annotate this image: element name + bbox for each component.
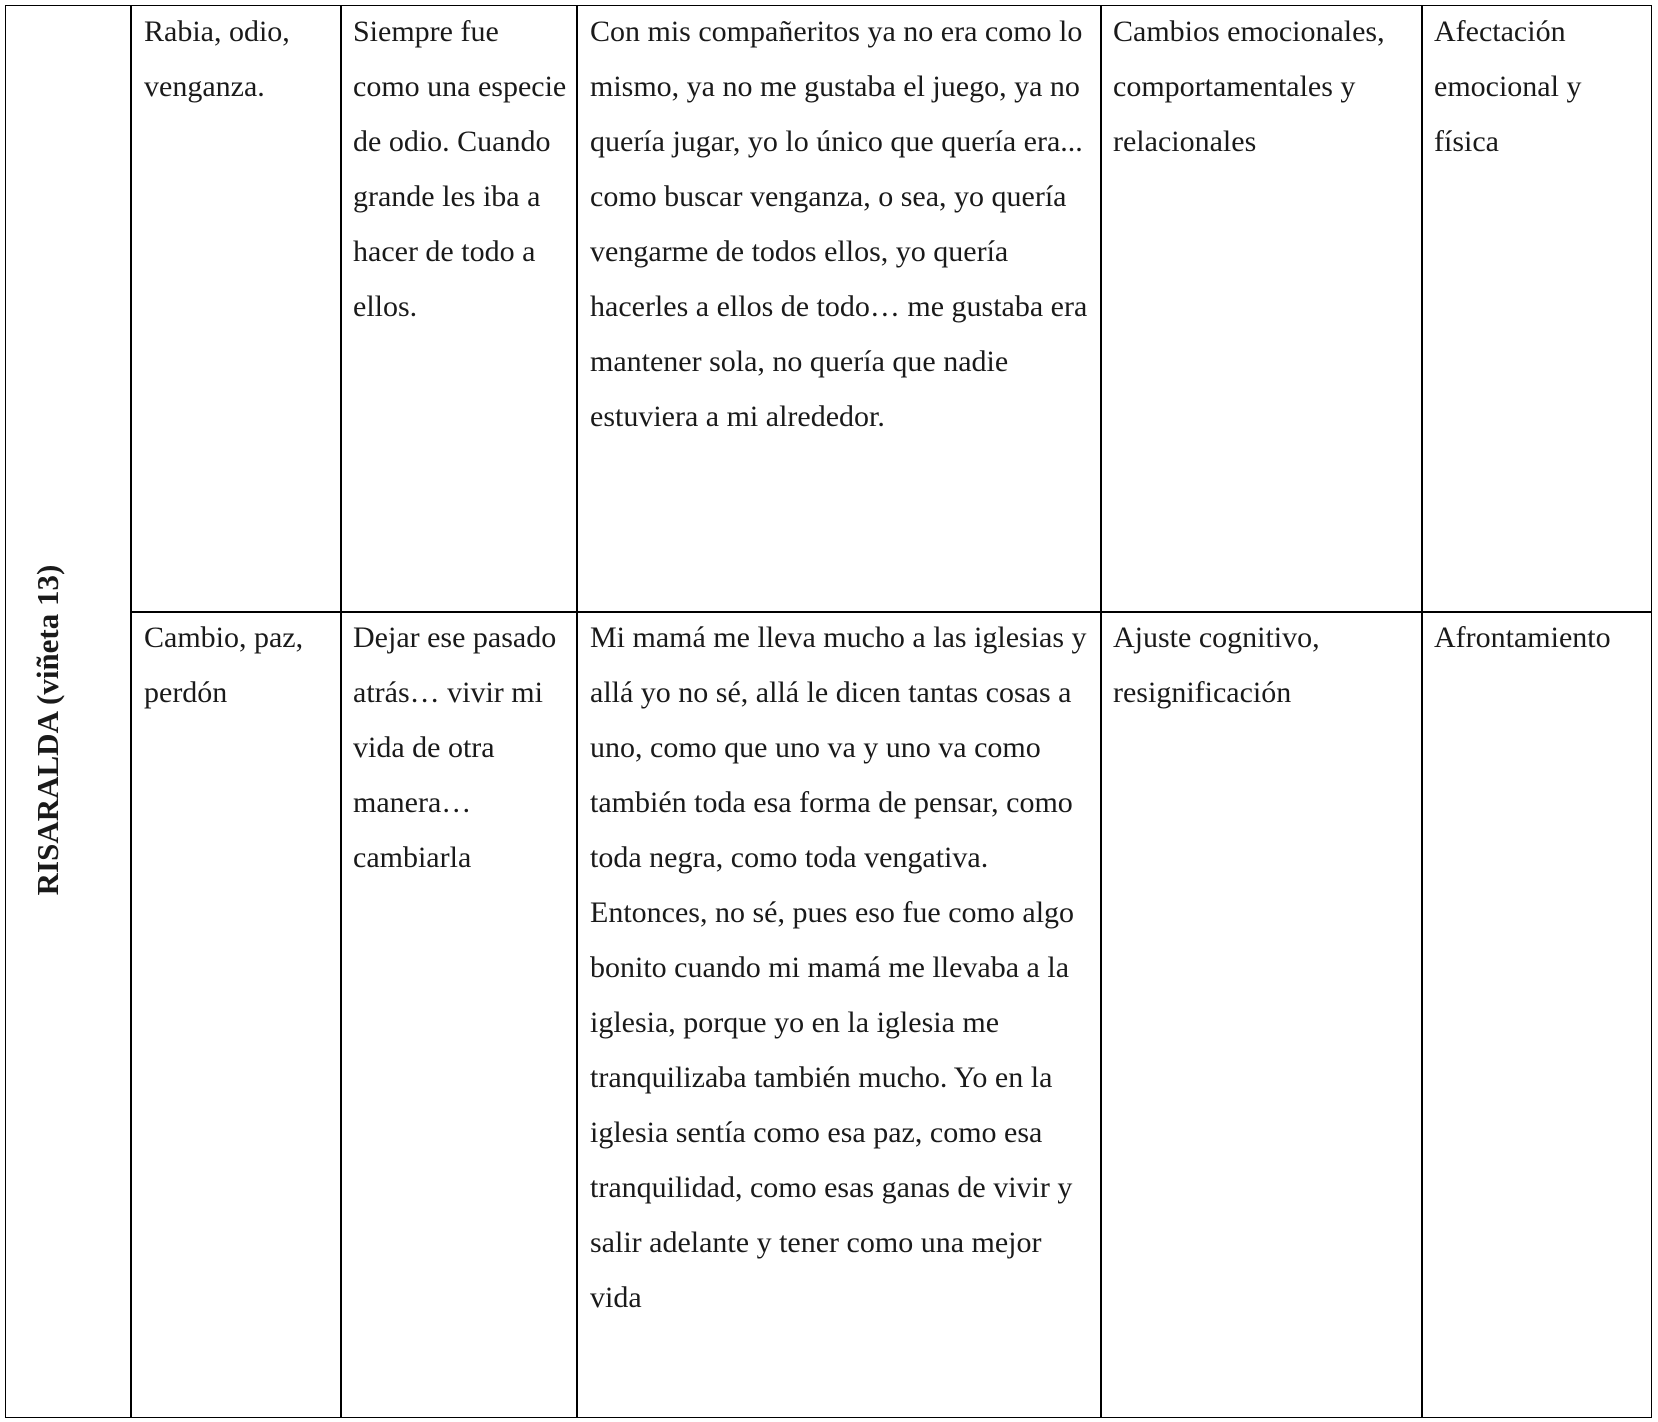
row2-emotion-cell	[144, 610, 336, 720]
row2-meaning-text: Dejar ese pasado atrás… vivir mi vida de otra manera… cambiarla	[353, 621, 557, 874]
row1-category-cell	[1113, 4, 1419, 169]
row2-effect-cell	[1434, 610, 1648, 665]
row1-meaning-cell	[353, 4, 575, 334]
region-label-text: RISARALDA (viñeta 13)	[30, 564, 65, 896]
row1-testimony-text: Con mis compañeritos ya no era como lo mismo, ya no me gustaba el juego, ya no quería jugar, yo lo único que quería era... como buscar venganza, o sea, yo quería vengarme de todos ellos, yo quería hacerles a ellos de todo… me gustaba era mantener sola, no quería que nadie estuviera a mi alrededor.	[590, 15, 1088, 433]
row1-effect-cell	[1434, 4, 1634, 169]
row2-testimony-text: Mi mamá me lleva mucho a las iglesias y allá yo no sé, allá le dicen tantas cosas a uno, como que uno va y uno va como también toda esa forma de pensar, como toda negra, como toda vengativa. Entonces, no sé, pues eso fue como algo bonito cuando mi mamá me llevaba a la iglesia, porque yo en la iglesia me tranquilizaba también mucho. Yo en la iglesia sentía como esa paz, como esa tranquilidad, como esas ganas de vivir y salir adelante y tener como una mejor vida	[590, 621, 1087, 1314]
column-divider	[130, 5, 132, 1418]
row2-emotion-text: Cambio, paz, perdón	[144, 621, 304, 709]
row1-meaning-text: Siempre fue como una especie de odio. Cuando grande les iba a hacer de todo a ellos.	[353, 15, 567, 323]
row2-effect-text: Afrontamiento	[1434, 621, 1611, 654]
row1-category-text: Cambios emocionales, comportamentales y relacionales	[1113, 15, 1385, 158]
column-divider	[576, 5, 578, 1418]
column-divider	[1421, 5, 1423, 1418]
row2-meaning-cell	[353, 610, 575, 885]
column-divider	[1100, 5, 1102, 1418]
row2-testimony-cell	[590, 610, 1098, 1325]
row2-category-text: Ajuste cognitivo, resignificación	[1113, 621, 1320, 709]
column-divider	[340, 5, 342, 1418]
row2-category-cell	[1113, 610, 1413, 720]
row1-emotion-cell	[144, 4, 336, 114]
row1-emotion-text: Rabia, odio, venganza.	[144, 15, 290, 103]
row1-testimony-cell	[590, 4, 1098, 444]
row1-effect-text: Afectación emocional y física	[1434, 15, 1582, 158]
